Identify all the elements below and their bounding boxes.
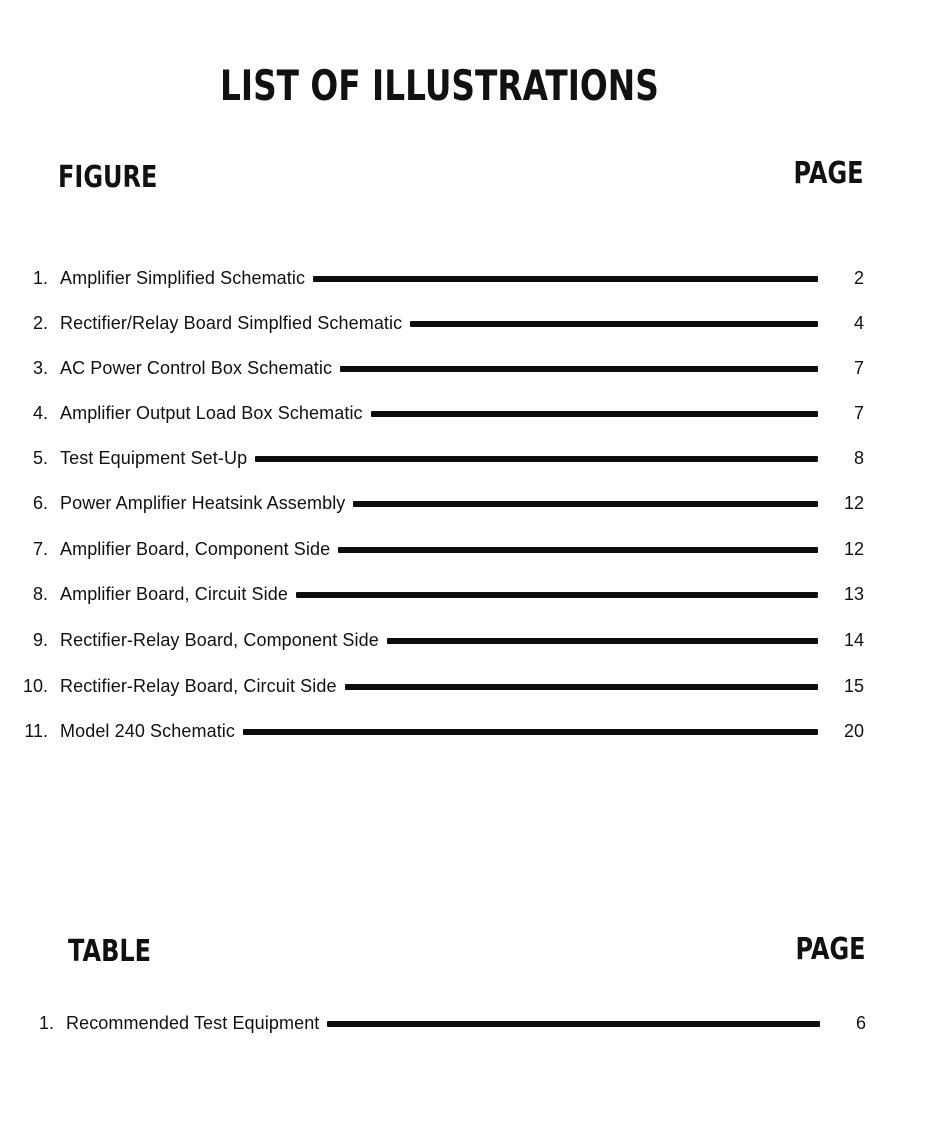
figure-entry[interactable] (14, 581, 864, 607)
entry-page-number: 15 (843, 676, 864, 696)
entry-page-number: 20 (843, 721, 864, 741)
table-column-heading: TABLE (68, 934, 152, 969)
entry-number: 1. (38, 1013, 54, 1033)
entry-title: Amplifier Board, Component Side (60, 539, 331, 559)
leader-line (255, 456, 818, 462)
leader-line (243, 729, 818, 735)
entry-number: 5. (32, 448, 48, 468)
entry-number: 4. (32, 403, 48, 423)
entry-title: AC Power Control Box Schematic (60, 358, 333, 378)
leader-line (353, 501, 818, 507)
leader-line (387, 638, 818, 644)
entry-number: 9. (32, 630, 48, 650)
figure-entry[interactable] (14, 400, 864, 426)
entry-page-number: 4 (853, 313, 864, 333)
leader-line (327, 1021, 820, 1027)
entry-title: Amplifier Board, Circuit Side (60, 584, 288, 604)
entry-title: Model 240 Schematic (60, 721, 235, 741)
entry-title: Rectifier-Relay Board, Circuit Side (60, 676, 337, 696)
entry-page-number: 7 (853, 403, 864, 423)
entry-title: Amplifier Simplified Schematic (60, 268, 306, 288)
leader-line (371, 411, 818, 417)
entry-number: 3. (32, 358, 48, 378)
figure-entry[interactable] (14, 627, 864, 653)
leader-line (410, 321, 818, 327)
entry-number: 10. (22, 676, 48, 696)
entry-page-number: 8 (853, 448, 864, 468)
entry-number: 6. (32, 493, 48, 513)
figure-entry[interactable] (14, 355, 864, 381)
entry-page-number: 13 (843, 584, 864, 604)
page-title: LIST OF ILLUSTRATIONS (220, 61, 659, 110)
entry-title: Rectifier-Relay Board, Component Side (60, 630, 379, 650)
entry-page-number: 14 (843, 630, 864, 650)
figure-entry[interactable] (14, 536, 864, 562)
entry-title: Power Amplifier Heatsink Assembly (60, 493, 346, 513)
entry-page-number: 12 (843, 539, 864, 559)
figure-column-heading: FIGURE (58, 160, 158, 195)
figure-entry[interactable] (14, 265, 864, 291)
entry-page-number: 6 (855, 1013, 866, 1033)
figure-entry[interactable] (14, 673, 864, 699)
entry-number: 1. (32, 268, 48, 288)
leader-line (296, 592, 818, 598)
entry-number: 2. (32, 313, 48, 333)
entry-page-number: 7 (853, 358, 864, 378)
figure-entry[interactable] (14, 445, 864, 471)
figure-page-column-heading: PAGE (793, 156, 864, 191)
entry-title: Test Equipment Set-Up (60, 448, 248, 468)
table-entry[interactable] (20, 1010, 866, 1036)
figure-entry[interactable] (14, 718, 864, 744)
entry-title: Amplifier Output Load Box Schematic (60, 403, 363, 423)
leader-line (345, 684, 818, 690)
leader-line (338, 547, 818, 553)
table-page-column-heading: PAGE (795, 932, 866, 967)
entry-page-number: 12 (843, 493, 864, 513)
entry-page-number: 2 (853, 268, 864, 288)
entry-number: 11. (24, 721, 48, 741)
figure-entry[interactable] (14, 490, 864, 516)
entry-number: 7. (32, 539, 48, 559)
entry-title: Recommended Test Equipment (66, 1013, 320, 1033)
figure-entry[interactable] (14, 310, 864, 336)
leader-line (340, 366, 818, 372)
entry-title: Rectifier/Relay Board Simplfied Schematic (60, 313, 403, 333)
entry-number: 8. (32, 584, 48, 604)
leader-line (313, 276, 818, 282)
